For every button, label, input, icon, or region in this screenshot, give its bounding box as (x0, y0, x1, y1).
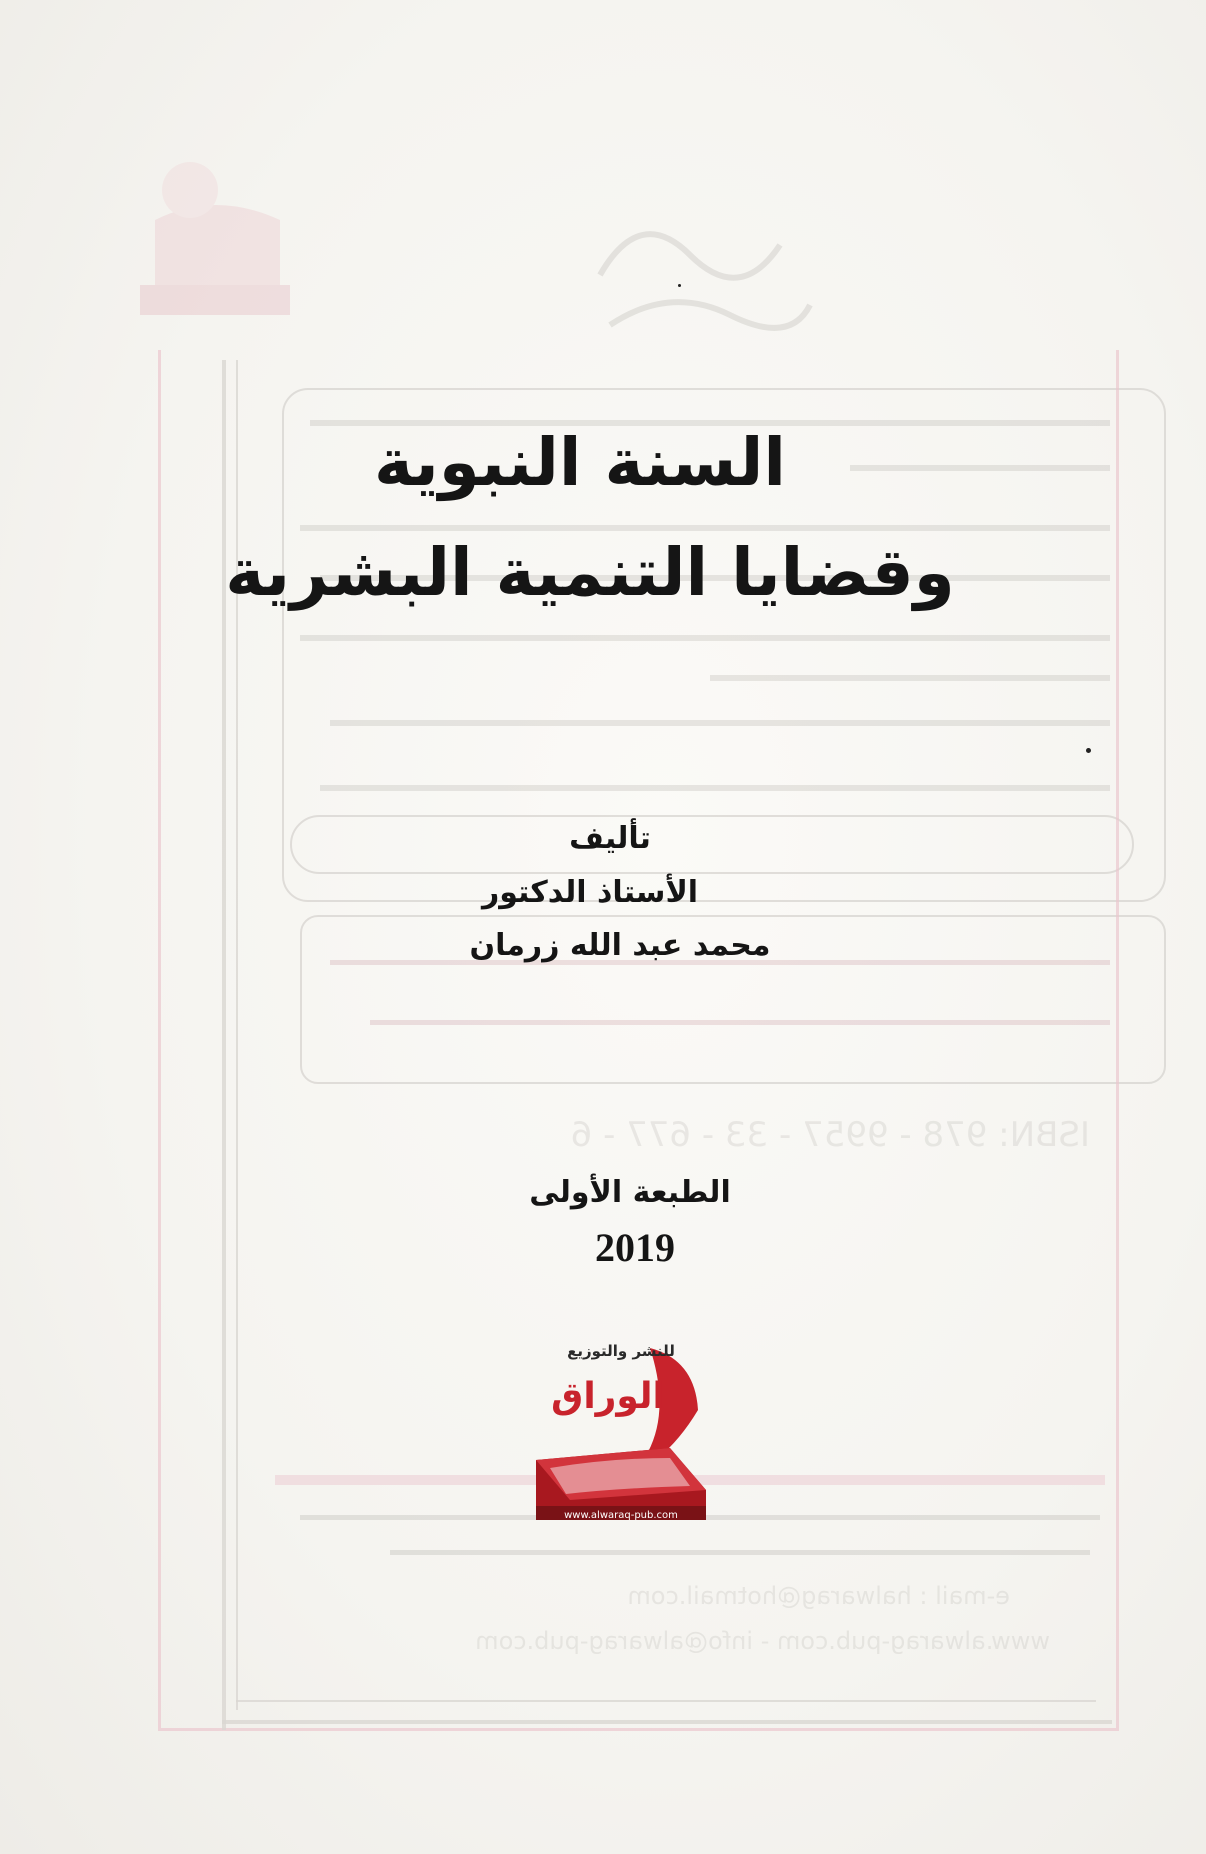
show-through-isbn: ISBN: 978 - 9957 - 33 - 677 - 6 (570, 1115, 1090, 1155)
author-academic-title: الأستاذ الدكتور (481, 875, 699, 910)
ink-dot (1086, 748, 1091, 753)
show-through-website: www.alwarag-pub.com - info@alwarag-pub.com (475, 1627, 1050, 1655)
show-through-calligraphy (580, 185, 820, 345)
show-through-horizontal-rule-2 (236, 1700, 1096, 1702)
publisher-logo-url: www.alwaraq-pub.com (564, 1510, 678, 1521)
publisher-logo-name: الوراق (551, 1376, 665, 1417)
show-through-email: e-mail : halwarag@hotmail.com (627, 1582, 1010, 1610)
book-title-line-2: وقضايا التنمية البشرية (225, 534, 955, 611)
authored-by-label: تأليف (569, 821, 651, 856)
edition-label: الطبعة الأولى (529, 1175, 731, 1210)
show-through-horizontal-rule-1 (222, 1720, 1112, 1724)
book-title-line-1: السنة النبوية (374, 424, 786, 501)
publisher-logo (530, 1340, 712, 1528)
publisher-logo-graphic (530, 1340, 712, 1528)
ink-dot (678, 284, 681, 287)
publisher-logo-tagline: للنشر والتوزيع (567, 1342, 675, 1360)
publication-year: 2019 (595, 1225, 675, 1270)
author-name: محمد عبد الله زرمان (469, 928, 771, 963)
show-through-logo-top (130, 150, 300, 350)
